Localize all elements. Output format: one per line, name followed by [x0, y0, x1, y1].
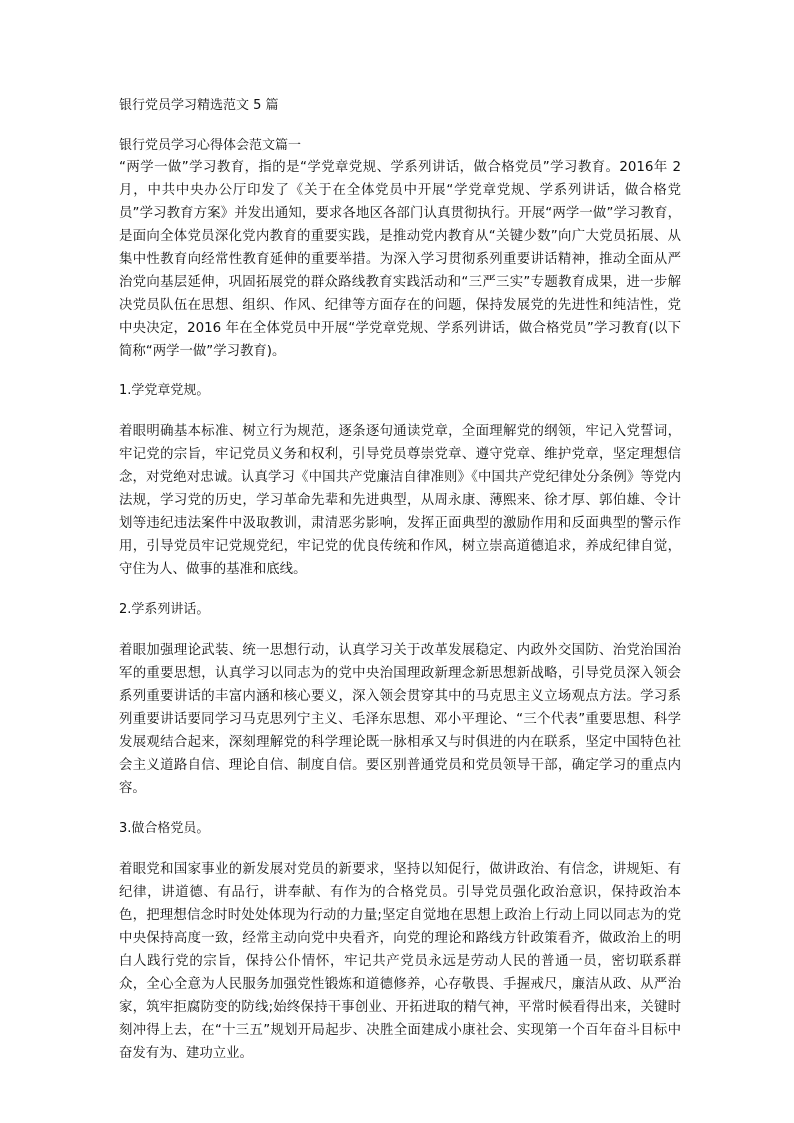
- document-title: 银行党员学习精选范文 5 篇: [119, 98, 279, 113]
- document-page: [119, 96, 681, 1084]
- article-title: 银行党员学习心得体会范文篇一: [119, 138, 302, 153]
- section-heading-2: 2.学系列讲话。: [119, 602, 210, 617]
- section-paragraph-2: 着眼加强理论武装、统一思想行动，认真学习关于改革发展稳定、内政外交国防、治党治国治军的重要思想，认真学习以同志为的党中央治国理政新理念新思想新战略，引导党员深入领会系列重要讲话的丰富内涵和核心要义，深入领会贯穿其中的马克思主义立场观点方法。学习系列重要讲话要同学习马克思列宁主义、毛泽东思想、邓小平理论、“三个代表”重要思想、科学发展观结合起来，深刻理解党的科学理论既一脉相承又与时俱进的内在联系，坚定中国特色社会主义道路自信、理论自信、制度自信。要区别普通党员和党员领导干部，确定学习的重点内容。: [119, 643, 681, 796]
- section-heading-1: 1.学党章党规。: [119, 383, 210, 398]
- section-heading-3: 3.做合格党员。: [119, 821, 210, 836]
- section-paragraph-1: 着眼明确基本标准、树立行为规范，逐条逐句通读党章，全面理解党的纲领，牢记入党誓词，牢记党的宗旨，牢记党员义务和权利，引导党员尊崇党章、遵守党章、维护党章，坚定理想信念，对党绝对忠诚。认真学习《中国共产党廉洁自律准则》《中国共产党纪律处分条例》等党内法规，学习党的历史，学习革命先辈和先进典型，从周永康、薄熙来、徐才厚、郭伯雄、令计划等违纪违法案件中汲取教训，肃清恶劣影响，发挥正面典型的激励作用和反面典型的警示作用，引导党员牢记党规党纪，牢记党的优良传统和作风，树立崇高道德追求，养成纪律自觉，守住为人、做事的基准和底线。: [119, 424, 681, 577]
- intro-paragraph: “两学一做”学习教育，指的是“学党章党规、学系列讲话，做合格党员”学习教育。2016年 2 月，中共中央办公厅印发了《关于在全体党员中开展“学党章党规、学系列讲话，做合格党员”学习教育方案》并发出通知，要求各地区各部门认真贯彻执行。开展“两学一做”学习教育，是面向全体党员深化党内教育的重要实践，是推动党内教育从“关键少数”向广大党员拓展、从集中性教育向经常性教育延伸的重要举措。为深入学习贯彻系列重要讲话精神，推动全面从严治党向基层延伸，巩固拓展党的群众路线教育实践活动和“三严三实”专题教育成果，进一步解决党员队伍在思想、组织、作风、纪律等方面存在的问题，保持发展党的先进性和纯洁性，党中央决定，2016 年在全体党员中开展“学党章党规、学系列讲话，做合格党员”学习教育(以下简称“两学一做”学习教育)。: [119, 160, 681, 359]
- section-paragraph-3: 着眼党和国家事业的新发展对党员的新要求，坚持以知促行，做讲政治、有信念，讲规矩、有纪律，讲道德、有品行，讲奉献、有作为的合格党员。引导党员强化政治意识，保持政治本色，把理想信念时时处处体现为行动的力量;坚定自觉地在思想上政治上行动上同以同志为的党中央保持高度一致，经常主动向党中央看齐，向党的理论和路线方针政策看齐，做政治上的明白人践行党的宗旨，保持公仆情怀，牢记共产党员永远是劳动人民的普通一员，密切联系群众，全心全意为人民服务加强党性锻炼和道德修养，心存敬畏、手握戒尺，廉洁从政、从严治家，筑牢拒腐防变的防线;始终保持干事创业、开拓进取的精气神，平常时候看得出来，关键时刻冲得上去，在“十三五”规划开局起步、决胜全面建成小康社会、实现第一个百年奋斗目标中奋发有为、建功立业。: [119, 862, 681, 1061]
